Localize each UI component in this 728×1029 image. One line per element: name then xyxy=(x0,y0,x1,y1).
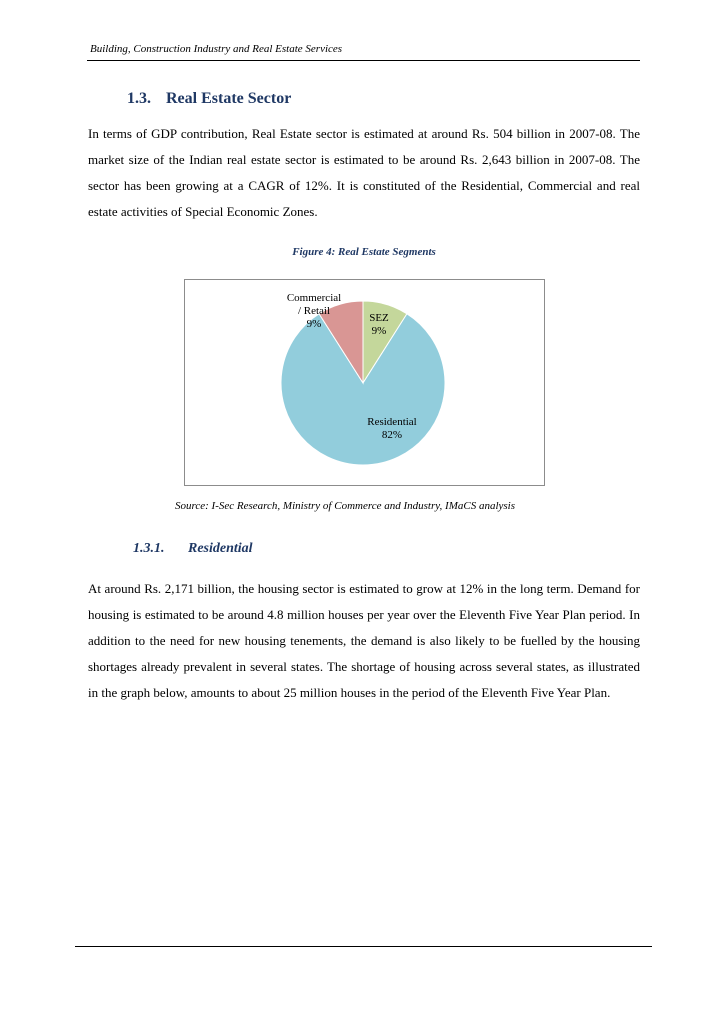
footer-rule xyxy=(75,946,652,947)
section-number: 1.3. xyxy=(127,90,151,107)
section-title-text: Real Estate Sector xyxy=(166,90,292,107)
subsection-number: 1.3.1. xyxy=(133,541,165,556)
pie-label-commercial-retail: Commercial / Retail 9% xyxy=(286,292,342,330)
running-header: Building, Construction Industry and Real Estate Services xyxy=(90,43,343,55)
pie-label-sez: SEZ 9% xyxy=(369,312,389,337)
subsection-title-text: Residential xyxy=(188,541,253,556)
subsection-title xyxy=(133,541,253,557)
paragraph-residential: At around Rs. 2,171 billion, the housing sector is estimated to grow at 12% in the long term. Demand for housing is estimated to be around 4.8 million houses per year over the Eleventh Five Year Plan period. In addition to the need for new housing tenements, the demand is also likely to be fuelled by the housing shortages already prevalent in several states. The shortage of housing across several states, as illustrated in the graph below, amounts to about 25 million houses in the period of the Eleventh Five Year Plan. xyxy=(88,581,640,700)
figure-source: Source: I-Sec Research, Ministry of Commerce and Industry, IMaCS analysis xyxy=(175,500,516,512)
section-title xyxy=(127,90,291,108)
pie-label-residential: Residential 82% xyxy=(367,416,417,441)
paragraph-real-estate: In terms of GDP contribution, Real Estate sector is estimated at around Rs. 504 billion in 2007-08. The market size of the Indian real estate sector is estimated to be around Rs. 2,643 billion in 2007-08. The sector has been growing at a CAGR of 12%. It is constituted of the Residential, Commercial and real estate activities of Special Economic Zones. xyxy=(88,126,640,219)
pie-chart xyxy=(184,279,545,486)
figure-caption: Figure 4: Real Estate Segments xyxy=(292,246,436,258)
header-rule xyxy=(87,60,640,61)
